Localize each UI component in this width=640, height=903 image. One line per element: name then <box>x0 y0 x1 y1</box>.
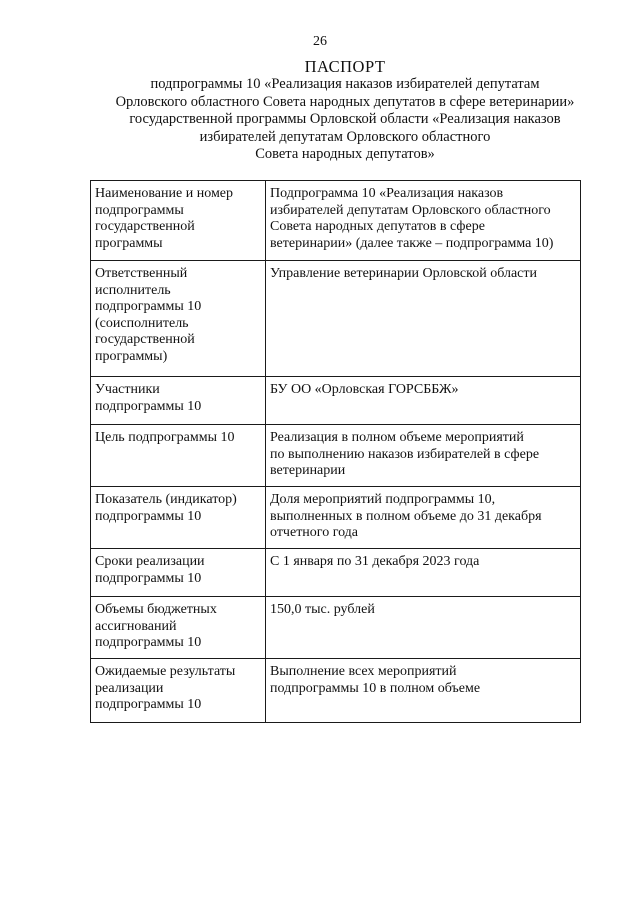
table-row <box>91 487 581 549</box>
row-label-line: Объемы бюджетных <box>95 602 217 617</box>
row-value-line: Выполнение всех мероприятий <box>270 664 457 679</box>
row-label-line: подпрограммы 10 <box>95 299 202 314</box>
row-label-line: Показатель (индикатор) <box>95 492 237 507</box>
row-label-line: подпрограммы <box>95 202 184 218</box>
row-label-cell <box>91 659 266 723</box>
document-title: ПАСПОРТ <box>304 57 386 76</box>
heading-line: государственной программы Орловской области «Реализация наказов <box>129 111 561 127</box>
table-row <box>91 597 581 659</box>
row-value-cell <box>266 377 581 425</box>
table-row <box>91 181 581 261</box>
heading-line: подпрограммы 10 «Реализация наказов избирателей депутатам <box>150 76 540 92</box>
row-label-cell <box>91 181 266 261</box>
row-value-line: БУ ОО «Орловская ГОРСББЖ» <box>270 382 459 397</box>
row-value-cell <box>266 597 581 659</box>
row-value-line: Реализация в полном объеме мероприятий <box>270 430 524 445</box>
row-value-line: Доля мероприятий подпрограммы 10, <box>270 492 496 507</box>
document-heading <box>60 58 630 164</box>
row-value-line: Управление ветеринарии Орловской области <box>270 266 538 281</box>
row-value-cell <box>266 261 581 377</box>
row-value-cell <box>266 181 581 261</box>
row-label-line: государственной <box>95 332 195 347</box>
table-row <box>91 425 581 487</box>
row-value-line: избирателей депутатам Орловского областного <box>270 202 551 218</box>
row-label-line: программы) <box>95 348 168 364</box>
row-label-line: Ожидаемые результаты <box>95 664 236 679</box>
row-label-line: подпрограммы 10 <box>95 635 202 650</box>
row-label-cell <box>91 425 266 487</box>
page-number: 26 <box>313 34 327 49</box>
row-value-line: ветеринарии <box>270 463 346 478</box>
row-label-line: Участники <box>95 382 160 397</box>
row-label-cell <box>91 377 266 425</box>
row-value-line: подпрограммы 10 в полном объеме <box>270 680 481 696</box>
row-label-line: программы <box>95 235 163 251</box>
row-value-line: ветеринарии» (далее также – подпрограмма 10) <box>270 235 554 251</box>
row-label-line: исполнитель <box>95 282 171 298</box>
row-value-line: Совета народных депутатов в сфере <box>270 219 485 234</box>
heading-line: Орловского областного Совета народных депутатов в сфере ветеринарии» <box>115 93 575 110</box>
row-label-line: государственной <box>95 219 195 234</box>
row-label-line: Сроки реализации <box>95 554 205 569</box>
table-row <box>91 377 581 425</box>
row-label-line: (соисполнитель <box>95 315 189 331</box>
row-label-line: подпрограммы 10 <box>95 398 202 414</box>
row-value-line: выполненных в полном объеме до 31 декабря <box>270 508 542 524</box>
row-label-line: Цель подпрограммы 10 <box>95 430 235 445</box>
passport-table-body <box>91 181 581 723</box>
row-label-line: Ответственный <box>95 266 188 281</box>
row-label-cell <box>91 487 266 549</box>
row-value-line: 150,0 тыс. рублей <box>270 602 375 617</box>
passport-table <box>90 180 581 723</box>
table-row <box>91 659 581 723</box>
row-label-line: подпрограммы 10 <box>95 697 202 712</box>
row-label-line: подпрограммы 10 <box>95 508 202 524</box>
row-label-cell <box>91 549 266 597</box>
row-label-line: подпрограммы 10 <box>95 570 202 586</box>
row-label-line: ассигнований <box>95 618 177 634</box>
table-row <box>91 549 581 597</box>
row-value-line: Подпрограмма 10 «Реализация наказов <box>270 186 504 201</box>
row-value-cell <box>266 425 581 487</box>
row-value-cell <box>266 659 581 723</box>
row-value-cell <box>266 487 581 549</box>
row-label-line: реализации <box>95 680 164 696</box>
table-row <box>91 261 581 377</box>
row-value-line: отчетного года <box>270 525 359 540</box>
heading-line: Совета народных депутатов» <box>255 146 435 162</box>
row-value-cell <box>266 549 581 597</box>
row-value-line: по выполнению наказов избирателей в сфере <box>270 446 540 462</box>
heading-line: избирателей депутатам Орловского областного <box>199 128 491 145</box>
row-value-line: С 1 января по 31 декабря 2023 года <box>270 554 480 569</box>
row-label-cell <box>91 597 266 659</box>
row-label-cell <box>91 261 266 377</box>
row-label-line: Наименование и номер <box>95 186 234 201</box>
